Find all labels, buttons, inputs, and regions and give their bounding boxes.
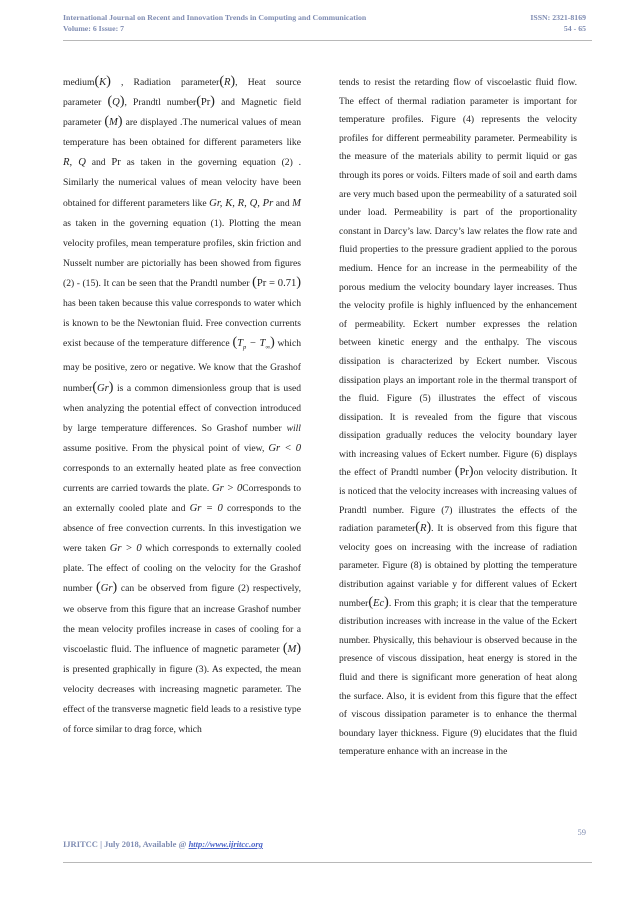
- math-Pr-value: Pr = 0.71: [256, 277, 297, 289]
- math-M-3: M: [287, 643, 297, 655]
- math-Ec: Ec: [372, 597, 385, 609]
- math-K: K: [99, 77, 107, 88]
- left-paragraph: medium(K) , Radiation parameter(R), Heat source parameter (Q), Prandtl number(Pr) and Magnetic field parameter (M) are displayed .The numerical values of mean temperature has been obtained for different parameters like R, Q and Pr as taken in the governing equation (2) . Similarly the numerical values of mean velocity have been obtained for different parameters like Gr, K, R, Q, Pr and M as taken in the governing equation (1). Plotting the mean velocity profiles, mean temperature profiles, skin friction and Nusselt number are pictorially has been showed from figures (2) - (15). It can be seen that the Prandtl number (Pr = 0.71) has been taken because this value corresponds to water which is known to be the Newtonian fluid. Free convection currents exist because of the temperature difference $(T_p - T_\infty)$ which may be positive, zero or negative. We know that the Grashof number(Gr) is a common dimensionless group that is used when analyzing the potential effect of convection introduced by large temperature differences. So Grashof number will assume positive. From the physical point of view, Gr < 0 corresponds to an externally heated plate as free convection currents are carried towards the plate. Gr > 0Corresponds to an externally cooled plate and Gr = 0 corresponds to the absence of free convection currents. In this investigation we were taken Gr > 0 which corresponds to externally cooled plate. The effect of cooling on the velocity for the Grashof number (Gr) can be observed from figure (2) respectively, we observe from this figure that an increase Grashof number the mean velocity profiles increase in cases of cooling for a viscoelastic fluid. The influence of magnetic parameter (M) is presented graphically in figure (3). As expected, the mean velocity decreases with increasing magnetic parameter. The effect of the transverse magnetic field leads to a resistive type of force similar to drag force, which: [63, 74, 302, 736]
- header-rule: [63, 40, 592, 41]
- math-R-2: R: [419, 523, 427, 535]
- issn: ISSN: 2321-8169: [530, 13, 586, 22]
- page-range: 54 - 65: [563, 24, 586, 33]
- math-Q: Q: [112, 97, 120, 109]
- left-column: [63, 73, 301, 740]
- math-Pr-3: Pr: [459, 467, 469, 479]
- footer: [63, 839, 263, 849]
- volume-issue: Volume: 6 Issue: 7: [63, 24, 125, 33]
- math-T-p: $T_p - T_\infty$: [237, 338, 271, 352]
- math-Pr-2: Pr: [111, 157, 121, 169]
- math-parameter-list: Gr, K, R, Q, Pr: [209, 197, 274, 209]
- footer-text: IJRITCC | July 2018, Available @: [63, 839, 189, 849]
- math-M-2: M: [292, 197, 301, 209]
- math-Gr-2: Gr: [100, 583, 113, 595]
- right-paragraph: tends to resist the retarding flow of viscoelastic fluid flow. The effect of thermal radiation parameter is important for temperature profiles. Figure (4) represents the velocity profiles for different permeability parameter. Permeability is the measure of the materials ability to permit liquid or gas through its pores or voids. Filters made of soil and earth dams are very much based upon the permeability of a saturated soil under load. Permeability is part of the proportionality constant in Darcy’s law. Darcy’s law relates the flow rate and fluid properties to the pressure gradient applied to the porous medium. Hence for an increase in the permeability of the porous medium the velocity boundary layer increases. Thus the velocity profile is highly influenced by the enhancement of permeability. Eckert number expresses the relation between kinetic energy and the enthalpy. The viscous dissipation is characterized by Eckert number. Viscous dissipation plays an important role in the thermal transport of the fluid. Figure (5) illustrates the effect of viscous dissipation. It is revealed from the figure that viscous dissipation gradually reduces the velocity boundary layer with increasing values of Eckert number. Figure (6) displays the effect of Prandtl number (Pr)on velocity distribution. It is noticed that the velocity increases with increasing values of Prandtl number. Figure (7) illustrates the effects of the radiation parameter(R). It is observed from this figure that velocity goes on increasing with the increase of radiation parameter. Figure (8) is obtained by plotting the temperature distribution against variable y for different values of Eckert number(Ec). From this graph; it is clear that the temperature distribution increases with increase in the value of the Eckert number. Physically, this behaviour is observed because in the presence of viscous dissipation, heat energy is stored in the fluid and there is significant more generation of heat along the surface. Also, it is evident from this figure that the effect of viscous dissipation parameter is to enhance the thermal boundary layer thickness. Figure (9) elucidates that the fluid temperature enhance with an increase in the: [339, 77, 577, 758]
- math-Gr-eq-0: Gr = 0: [189, 503, 223, 515]
- math-Gr: Gr: [96, 382, 109, 394]
- journal-title: International Journal on Recent and Innovation Trends in Computing and Communication: [63, 13, 367, 22]
- issn-header: [530, 12, 586, 34]
- math-R-Q: R, Q: [63, 157, 86, 169]
- math-R: R: [224, 77, 231, 88]
- page-number: 59: [577, 827, 586, 837]
- footer-rule: [63, 862, 592, 863]
- right-column: [339, 74, 577, 762]
- math-Gr-gt-0: Gr > 0: [212, 482, 243, 494]
- footer-link[interactable]: http://www.ijritcc.org: [188, 839, 263, 849]
- math-Gr-gt-0-b: Gr > 0: [109, 543, 142, 555]
- math-Pr: Pr: [200, 97, 211, 109]
- journal-header: [63, 12, 366, 34]
- math-M: M: [109, 117, 118, 129]
- math-Gr-lt-0: Gr < 0: [268, 442, 302, 454]
